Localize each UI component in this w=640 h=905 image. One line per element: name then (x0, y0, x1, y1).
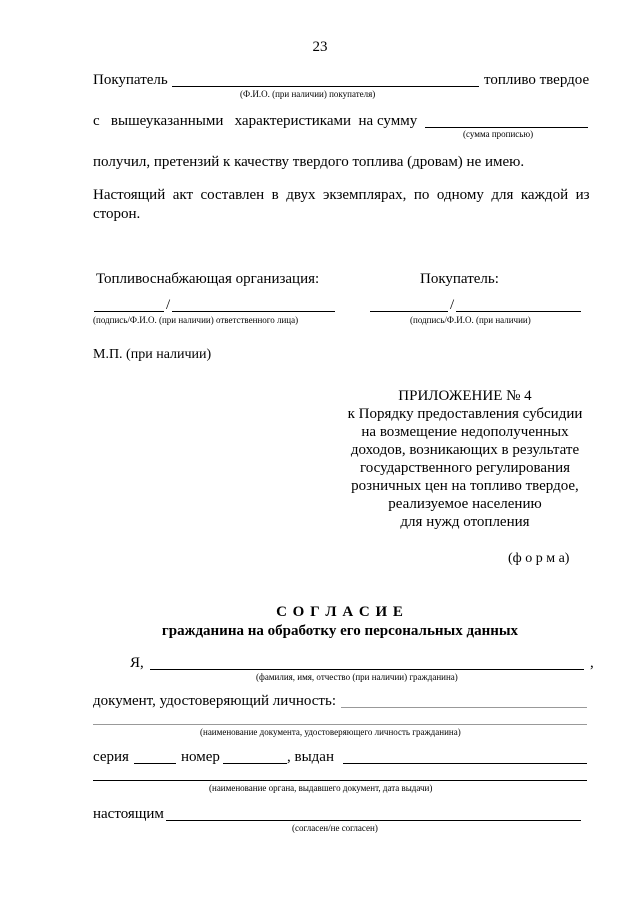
issuer-caption: (наименование органа, выдавшего документ, дата выдачи) (209, 783, 433, 793)
appendix-line: на возмещение недополученных (361, 424, 569, 440)
series-label: серия (93, 749, 129, 765)
agree-field[interactable] (166, 820, 581, 821)
supplier-sign-caption: (подпись/Ф.И.О. (при наличии) ответственного лица) (93, 315, 299, 325)
amount-prefix: с вышеуказанными характеристиками на сумму (93, 113, 418, 129)
id-doc-label: документ, удостоверяющий личность: (93, 693, 336, 709)
copies-text-line1: Настоящий акт составлен в двух экземплярах, по одному для каждой из (93, 187, 590, 203)
buyer-signature-field[interactable] (370, 311, 448, 312)
id-doc-field-line2[interactable] (93, 724, 587, 725)
issuer-field-line2[interactable] (93, 780, 587, 781)
appendix-line: реализуемое населению (388, 496, 542, 512)
appendix-line: к Порядку предоставления субсидии (347, 406, 583, 422)
form-label: (ф о р м а) (508, 551, 570, 566)
buyer-tail-text: топливо твердое (484, 72, 590, 88)
hereby-label: настоящим (93, 806, 164, 822)
consent-subtitle: гражданина на обработку его персональных данных (161, 623, 519, 639)
amount-caption: (сумма прописью) (463, 129, 534, 139)
received-text: получил, претензий к качеству твердого топлива (дровам) не имею. (93, 154, 525, 170)
appendix-line: розничных цен на топливо твердое, (351, 478, 579, 494)
buyer-name-field[interactable] (172, 86, 479, 87)
number-field[interactable] (223, 763, 287, 764)
buyer-sign-label: Покупатель: (420, 271, 499, 287)
consent-title: С О Г Л А С И Е (276, 604, 404, 620)
buyer-fio-field[interactable] (456, 311, 581, 312)
series-field[interactable] (134, 763, 176, 764)
number-label: номер (181, 749, 220, 765)
ya-comma: , (590, 655, 594, 671)
agree-caption: (согласен/не согласен) (292, 823, 378, 833)
buyer-label: Покупатель (93, 72, 168, 88)
appendix-line: доходов, возникающих в результате (350, 442, 580, 458)
appendix-block (330, 387, 600, 531)
buyer-caption: (Ф.И.О. (при наличии) покупателя) (240, 89, 376, 99)
buyer-slash: / (450, 297, 455, 313)
copies-text-line2: сторон. (93, 206, 141, 222)
page-number: 23 (312, 39, 328, 55)
issued-label: , выдан (287, 749, 334, 765)
supplier-slash: / (166, 297, 171, 313)
appendix-line: государственного регулирования (359, 460, 571, 476)
amount-field[interactable] (425, 127, 588, 128)
citizen-name-caption: (фамилия, имя, отчество (при наличии) гражданина) (256, 672, 458, 682)
appendix-title: ПРИЛОЖЕНИЕ № 4 (398, 388, 532, 404)
issuer-field[interactable] (343, 763, 587, 764)
citizen-name-field[interactable] (150, 669, 584, 670)
supplier-fio-field[interactable] (172, 311, 335, 312)
id-doc-caption: (наименование документа, удостоверяющего личность гражданина) (200, 727, 461, 737)
appendix-line: для нужд отопления (400, 514, 530, 530)
stamp-text: М.П. (при наличии) (93, 347, 212, 362)
buyer-sign-caption: (подпись/Ф.И.О. (при наличии) (410, 315, 531, 325)
ya-label: Я, (130, 655, 144, 671)
id-doc-field[interactable] (341, 707, 587, 708)
supplier-signature-field[interactable] (94, 311, 164, 312)
supplier-org-label: Топливоснабжающая организация: (96, 271, 320, 287)
